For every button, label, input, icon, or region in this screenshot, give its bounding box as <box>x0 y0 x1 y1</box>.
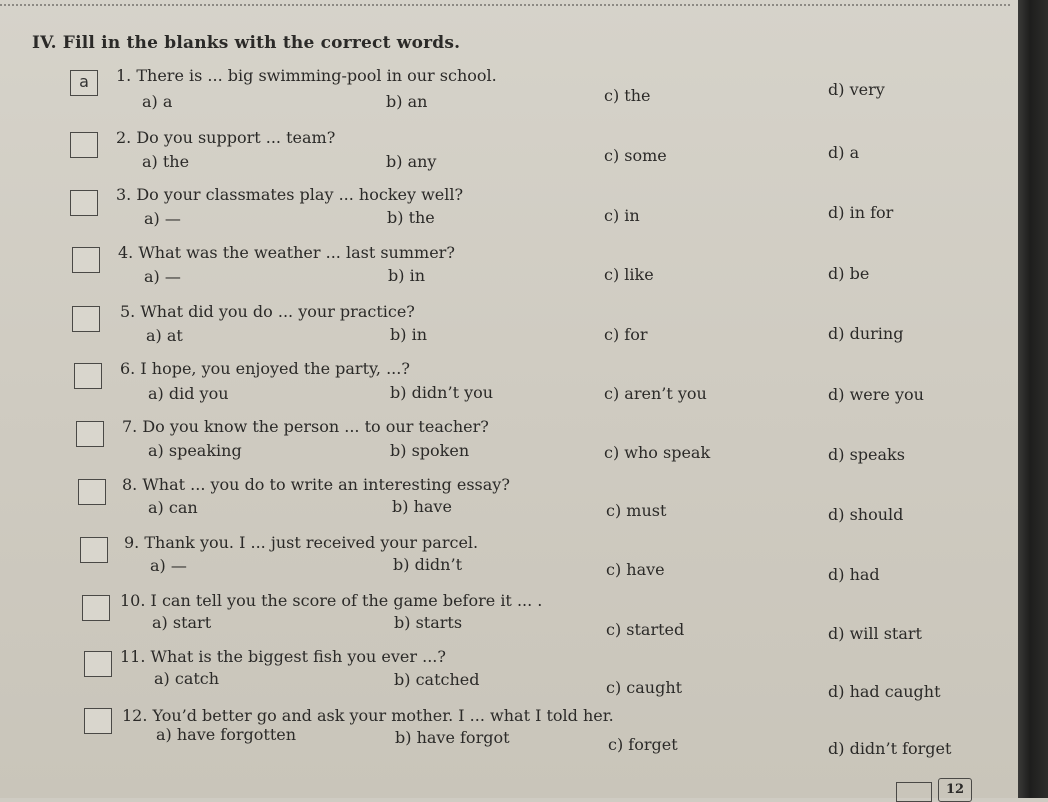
question-2 <box>0 128 1010 186</box>
option-b: b) starts <box>394 613 463 632</box>
question-text: 6. I hope, you enjoyed the party, ...? <box>120 359 410 378</box>
option-d: d) didn’t forget <box>828 739 952 758</box>
option-c: c) in <box>604 206 640 225</box>
book-binding <box>1018 0 1048 798</box>
option-d: d) speaks <box>828 445 905 464</box>
option-c: c) for <box>604 325 648 344</box>
option-c: c) must <box>606 501 667 520</box>
option-a: a) — <box>150 556 187 575</box>
option-a: a) catch <box>154 669 220 688</box>
answer-box[interactable] <box>70 190 98 216</box>
option-b: b) spoken <box>390 441 470 460</box>
option-a: a) did you <box>148 384 229 403</box>
answer-box[interactable] <box>84 708 112 734</box>
option-c: c) who speak <box>604 443 711 462</box>
answer-box[interactable] <box>78 479 106 505</box>
option-b: b) an <box>386 92 428 111</box>
question-text: 8. What ... you do to write an interesting essay? <box>122 475 510 494</box>
question-4 <box>0 243 1010 301</box>
question-text: 3. Do your classmates play ... hockey well? <box>116 185 464 204</box>
question-11 <box>0 647 1010 705</box>
option-b: b) have forgot <box>395 728 510 747</box>
answer-box[interactable] <box>72 247 100 273</box>
answer-box[interactable] <box>82 595 110 621</box>
option-c: c) have <box>606 560 665 579</box>
option-a: a) can <box>148 498 198 517</box>
top-dotted-divider <box>0 4 1010 6</box>
question-6 <box>0 359 1010 417</box>
answer-box[interactable] <box>80 537 108 563</box>
option-c: c) the <box>604 86 651 105</box>
option-a: a) the <box>142 152 190 171</box>
option-a: a) a <box>142 92 173 111</box>
answer-box[interactable] <box>84 651 112 677</box>
question-text: 5. What did you do ... your practice? <box>120 302 415 321</box>
option-d: d) in for <box>828 203 894 222</box>
option-c: c) caught <box>606 678 683 697</box>
option-c: c) like <box>604 265 654 284</box>
option-d: d) should <box>828 505 904 524</box>
option-d: d) had <box>828 565 880 584</box>
option-d: d) were you <box>828 385 924 404</box>
option-b: b) any <box>386 152 437 171</box>
option-b: b) didn’t you <box>390 383 494 402</box>
corner-box <box>896 782 932 802</box>
answer-box[interactable] <box>76 421 104 447</box>
question-text: 4. What was the weather ... last summer? <box>118 243 455 262</box>
question-text: 2. Do you support ... team? <box>116 128 336 147</box>
option-a: a) have forgotten <box>156 725 297 744</box>
question-8 <box>0 475 1010 533</box>
option-d: d) had caught <box>828 682 941 701</box>
exercise-title: IV. Fill in the blanks with the correct words. <box>32 33 461 53</box>
answer-box[interactable] <box>72 306 100 332</box>
page-number: 12 <box>938 778 972 802</box>
option-b: b) the <box>387 208 435 227</box>
question-text: 7. Do you know the person ... to our teacher? <box>122 417 489 436</box>
option-a: a) — <box>144 209 181 228</box>
question-12 <box>0 706 1010 764</box>
question-5 <box>0 302 1010 360</box>
option-d: d) be <box>828 264 870 283</box>
option-c: c) some <box>604 146 667 165</box>
answer-box[interactable] <box>74 363 102 389</box>
option-a: a) at <box>146 326 183 345</box>
question-text: 11. What is the biggest fish you ever ...? <box>120 647 446 666</box>
answer-box[interactable] <box>70 132 98 158</box>
option-a: a) — <box>144 267 181 286</box>
option-a: a) start <box>152 613 212 632</box>
option-b: b) in <box>388 266 425 285</box>
option-c: c) started <box>606 620 685 639</box>
question-7 <box>0 417 1010 475</box>
option-d: d) a <box>828 143 860 162</box>
option-d: d) will start <box>828 624 922 643</box>
option-b: b) didn’t <box>393 555 462 574</box>
question-text: 12. You’d better go and ask your mother. I ... what I told her. <box>122 706 614 725</box>
question-1 <box>0 66 1010 124</box>
question-text: 1. There is ... big swimming-pool in our school. <box>116 66 497 85</box>
answer-box[interactable]: a <box>70 70 98 96</box>
question-text: 9. Thank you. I ... just received your parcel. <box>124 533 479 552</box>
question-9 <box>0 533 1010 591</box>
option-c: c) forget <box>608 735 678 754</box>
option-b: b) catched <box>394 670 480 689</box>
question-10 <box>0 591 1010 649</box>
question-3 <box>0 185 1010 243</box>
option-b: b) have <box>392 497 452 516</box>
option-a: a) speaking <box>148 441 242 460</box>
question-text: 10. I can tell you the score of the game before it ... . <box>120 591 543 610</box>
option-c: c) aren’t you <box>604 384 707 403</box>
option-d: d) very <box>828 80 885 99</box>
option-b: b) in <box>390 325 427 344</box>
option-d: d) during <box>828 324 904 343</box>
